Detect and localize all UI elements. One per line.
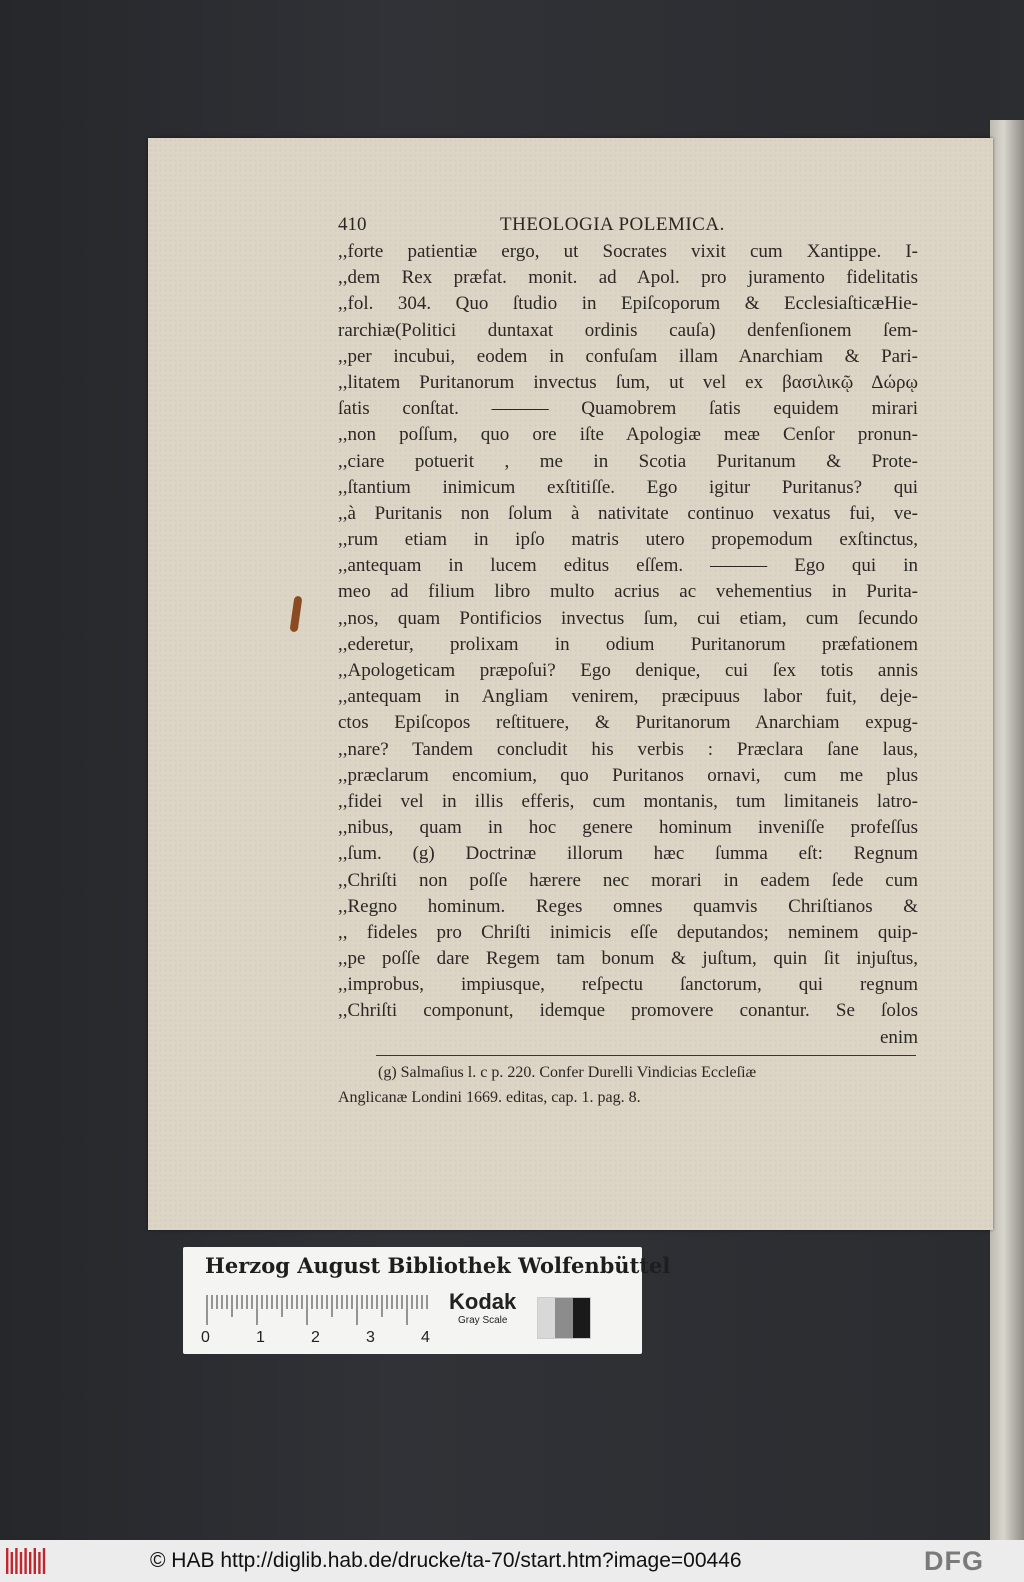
text-line: ,, fideles pro Chriſti inimicis eſſe deputandos; neminem quip- — [338, 921, 918, 943]
kodak-brand: Kodak — [449, 1289, 517, 1314]
text-line: ,,dem Rex præfat. monit. ad Apol. pro juramento fidelitatis — [338, 267, 918, 289]
footnote-line: Anglicanæ Londini 1669. editas, cap. 1. pag. 8. — [338, 1089, 641, 1106]
logo-bar — [24, 1548, 26, 1574]
text-line: ,,ſum. (g) Doctrinæ illorum hæc ſumma eſt: Regnum — [338, 843, 918, 865]
text-line: ,,à Puritanis non ſolum à nativitate continuo vexatus fui, ve- — [338, 502, 918, 524]
text-line: ,,rum etiam in ipſo matris utero propemodum exſtinctus, — [338, 529, 918, 551]
text-line: ,,pe poſſe dare Regem tam bonum & juſtum, quin ſit injuſtus, — [338, 948, 918, 970]
logo-bar — [6, 1548, 8, 1574]
text-line: ,,forte patientiæ ergo, ut Socrates vixit cum Xantippe. I- — [338, 241, 918, 262]
footnote-line: (g) Salmaſius l. c p. 220. Confer Durelli Vindicias Eccleſiæ — [378, 1064, 757, 1081]
ruler-scale — [205, 1291, 431, 1327]
logo-bar — [38, 1552, 40, 1574]
logo-bar — [34, 1548, 36, 1574]
ruler-number: 1 — [256, 1329, 265, 1346]
running-title: THEOLOGIA POLEMICA. — [500, 214, 725, 235]
ruler-number: 2 — [311, 1329, 320, 1346]
text-line: rarchiæ(Politici duntaxat ordinis cauſa) denfenſionem ſem- — [338, 319, 918, 341]
text-line: ,,improbus, impiusque, reſpectu ſanctorum, qui regnum — [338, 974, 918, 996]
text-line: ,,nare? Tandem concludit his verbis : Præclara ſane laus, — [338, 738, 918, 760]
text-line: ctos Epiſcopos reſtituere, & Puritanorum Anarchiam expug- — [338, 712, 918, 734]
library-color-card — [183, 1247, 671, 1354]
logo-bar — [29, 1552, 31, 1574]
text-line: ,,nos, quam Pontificios invectus ſum, cui etiam, cum ſecundo — [338, 607, 918, 629]
logo-bar — [15, 1548, 17, 1574]
footnote-rule — [376, 1055, 916, 1056]
gray-swatch — [537, 1297, 591, 1339]
footer-bar — [0, 1540, 1024, 1582]
copyright-url[interactable]: © HAB http://diglib.hab.de/drucke/ta-70/start.htm?image=00446 — [150, 1549, 742, 1572]
text-line: ,,ederetur, prolixam in odium Puritanorum præfationem — [338, 633, 918, 655]
text-line: ,,fidei vel in illis efferis, cum montanis, tum limitaneis latro- — [338, 790, 918, 812]
ruler-number: 0 — [201, 1329, 210, 1346]
text-line: ,,antequam in lucem editus eſſem. ——— Ego qui in — [338, 555, 918, 577]
text-line: ,,ſtantium inimicum exſtitiſſe. Ego igitur Puritanus? qui — [338, 476, 918, 498]
text-line: ,,Chriſti componunt, idemque promovere conantur. Se ſolos — [338, 1000, 918, 1022]
text-line: ,,Chriſti non poſſe hærere nec morari in eadem ſede cum — [338, 869, 918, 891]
page-number: 410 — [338, 214, 367, 235]
adjacent-page-edge — [990, 120, 1024, 1540]
hab-logo-icon — [4, 1548, 48, 1574]
text-line: ſatis conſtat. ——— Quamobrem ſatis equidem mirari — [338, 398, 918, 420]
logo-bar — [43, 1548, 45, 1574]
page-body-text — [338, 239, 918, 1051]
text-line: ,,antequam in Angliam venirem, præcipuus labor fuit, deje- — [338, 686, 918, 708]
text-line: ,,præclarum encomium, quo Puritanos ornavi, cum me plus — [338, 764, 918, 786]
ruler-number: 4 — [421, 1329, 430, 1346]
text-line: ,,non poſſum, quo ore iſte Apologiæ meæ Cenſor pronun- — [338, 424, 918, 446]
text-line: ,,fol. 304. Quo ſtudio in Epiſcoporum & EcclesiaſticæHie- — [338, 293, 918, 315]
ruler-number: 3 — [366, 1329, 375, 1346]
text-line: ,,Regno hominum. Reges omnes quamvis Chriſtianos & — [338, 895, 918, 917]
logo-bar — [11, 1552, 13, 1574]
logo-bar — [20, 1552, 22, 1574]
text-line: ,,Apologeticam præpoſui? Ego denique, cui ſex totis annis — [338, 660, 918, 681]
text-line: enim — [880, 1026, 918, 1048]
text-line: ,,per incubui, eodem in confuſam illam Anarchiam & Pari- — [338, 345, 918, 367]
gray-scale-caption: Gray Scale — [458, 1315, 508, 1326]
ruler-numbers — [201, 1329, 441, 1349]
text-line: ,,ciare potuerit , me in Scotia Puritanum & Prote- — [338, 450, 918, 472]
library-name: Herzog August Bibliothek Wolfenbüttel — [205, 1253, 671, 1278]
text-line: meo ad filium libro multo acrius ac vehementius in Purita- — [338, 581, 918, 603]
dfg-logo: DFG — [924, 1546, 984, 1576]
text-line: ,,nibus, quam in hoc genere hominum inveniſſe profeſſus — [338, 817, 918, 839]
running-head — [338, 212, 782, 238]
footnote — [338, 1060, 918, 1110]
text-line: ,,litatem Puritanorum invectus ſum, ut vel ex βασιλικῷ Δώρῳ — [338, 371, 918, 393]
